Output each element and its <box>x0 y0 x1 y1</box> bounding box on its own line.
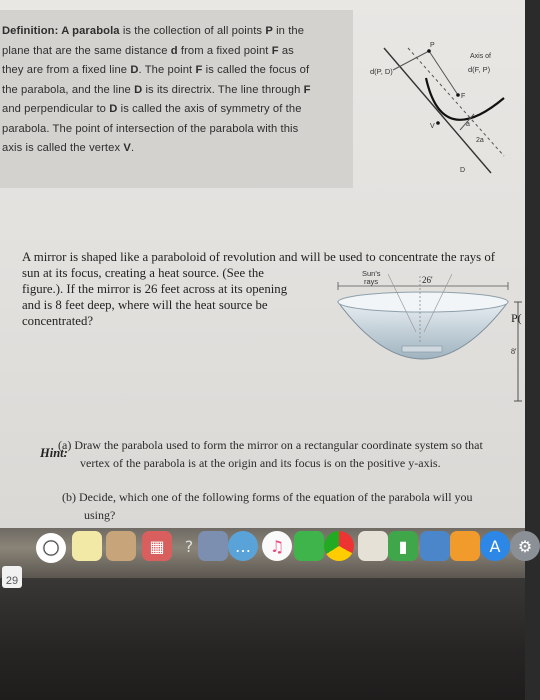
definition-line: the parabola, and the line D is its directrix. The line through F <box>2 83 311 96</box>
edge-point-label: P( <box>511 311 522 325</box>
distance-pd-line <box>393 51 429 70</box>
problem-line: concentrated? <box>22 314 94 328</box>
facetime-icon[interactable] <box>294 531 324 561</box>
hint-b-line-2: using? <box>84 508 116 522</box>
hint-title: Hint: <box>40 446 68 460</box>
numbers-icon[interactable]: ▮ <box>388 531 418 561</box>
definition-line: parabola. The point of intersection of the parabola with this <box>2 122 299 135</box>
definition-box <box>0 10 353 188</box>
definition-line: Definition: A parabola is the collection of all points P in the <box>2 25 305 37</box>
label-dfp: d(F, P) <box>468 65 491 74</box>
point-p <box>427 49 431 53</box>
definition-line: and perpendicular to D is called the axis of symmetry of the <box>2 103 302 115</box>
problem-line: sun at its focus, creating a heat source. (See the <box>22 266 264 280</box>
soccer-ball-icon[interactable] <box>36 533 66 563</box>
maps-icon[interactable] <box>358 531 388 561</box>
label-2a: 2a <box>476 137 484 144</box>
depth-label: 8' <box>511 347 517 356</box>
messages-icon[interactable]: … <box>228 531 258 561</box>
suns-rays-label-2: rays <box>364 277 379 286</box>
ibooks-icon[interactable] <box>450 531 480 561</box>
point-v <box>436 121 440 125</box>
contacts-icon[interactable] <box>106 531 136 561</box>
distance-fp-line <box>429 51 458 95</box>
width-label: 26' <box>422 275 433 285</box>
laptop-bezel <box>0 575 525 700</box>
label-p: P <box>430 42 435 49</box>
preferences-icon[interactable]: ⚙ <box>510 531 540 561</box>
definition-line: plane that are the same distance d from a fixed point F as <box>2 44 294 57</box>
app-store-icon[interactable]: A <box>480 531 510 561</box>
definition-line: they are from a fixed line D. The point F is called the focus of <box>2 64 310 76</box>
label-v: V <box>430 123 435 130</box>
label-a: a <box>466 121 470 128</box>
suns-rays-label-1: Sun's <box>362 269 381 278</box>
label-f: F <box>461 93 466 100</box>
hint-a-line-1: (a) Draw the parabola used to form the mirror on a rectangular coordinate system so that <box>58 438 483 452</box>
keynote-icon[interactable] <box>420 531 450 561</box>
definition-text <box>2 22 352 159</box>
problem-line: and is 8 feet deep, where will the heat source be <box>22 298 268 312</box>
music-icon[interactable]: ♫ <box>262 531 292 561</box>
photos-icon[interactable] <box>198 531 228 561</box>
mirror-figure <box>330 266 525 411</box>
problem-line-1: A mirror is shaped like a paraboloid of revolution and will be used to concentrate the rays of <box>22 250 495 264</box>
help-icon[interactable]: ? <box>184 536 194 556</box>
date-badge: 29 <box>2 566 22 588</box>
label-axis: Axis of <box>470 53 492 60</box>
calendar-icon[interactable]: ▦ <box>142 531 172 561</box>
point-f <box>456 93 460 97</box>
parabola-definition-figure <box>356 38 506 178</box>
definition-line: axis is called the vertex V. <box>2 142 135 154</box>
mirror-stand <box>402 346 442 352</box>
label-dpd: d(P, D) <box>370 67 393 76</box>
hint-b-line-1: (b) Decide, which one of the following forms of the equation of the parabola will you <box>62 490 473 504</box>
mirror-rim <box>338 292 508 312</box>
problem-line: figure.). If the mirror is 26 feet across at its opening <box>22 282 288 296</box>
label-d: D <box>460 167 466 174</box>
hint-a-line-2: vertex of the parabola is at the origin and its focus is on the positive y-axis. <box>80 456 441 470</box>
notes-icon[interactable] <box>72 531 102 561</box>
problem-text <box>22 265 327 329</box>
chrome-icon[interactable] <box>324 531 354 561</box>
